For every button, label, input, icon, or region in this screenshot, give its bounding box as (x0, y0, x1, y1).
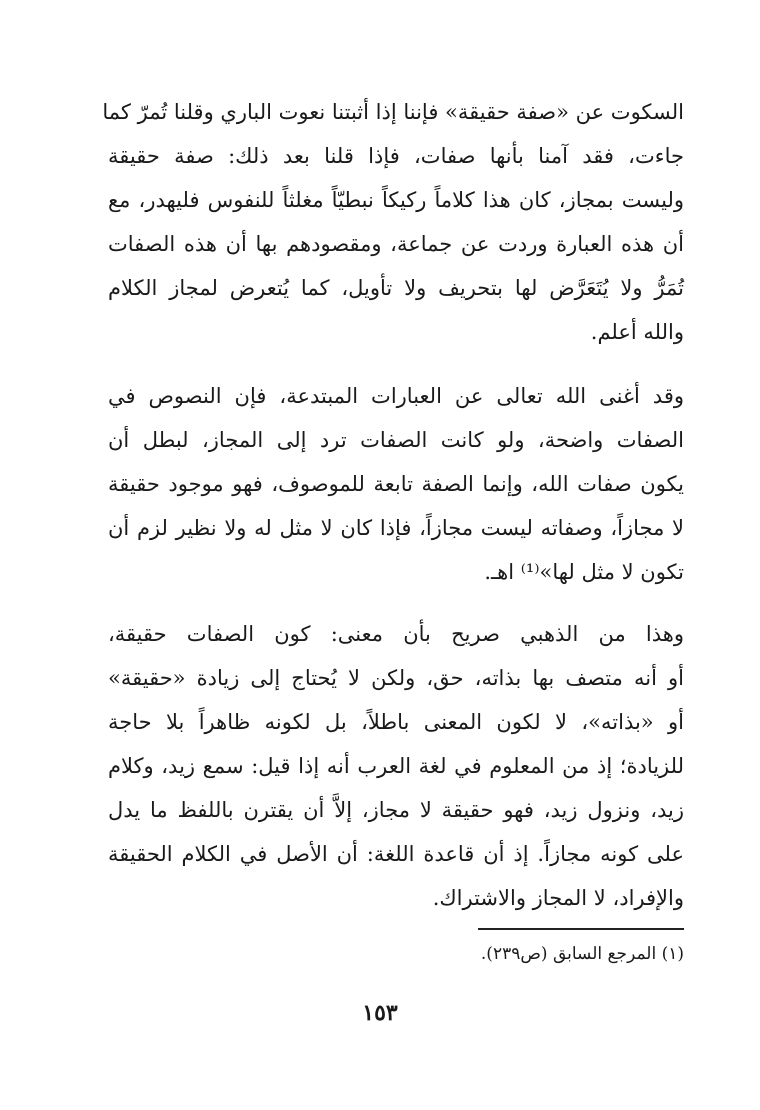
text-line: يكون صفات الله، وإنما الصفة تابعة للموصوف، فهو موجود حقيقة (108, 472, 684, 496)
text-line: أو «بذاته»، لا لكون المعنى باطلاً، بل لكونه ظاهراً بلا حاجة (108, 710, 684, 734)
text-line: وليست بمجاز، كان هذا كلاماً ركيكاً نبطيّاً مغلثاً للنفوس فليهدر، مع (108, 188, 684, 212)
paragraph-2 (108, 374, 684, 594)
footnote: (١) المرجع السابق (ص٢٣٩). (480, 944, 684, 964)
text-line: وقد أغنى الله تعالى عن العبارات المبتدعة، فإن النصوص في (108, 384, 684, 408)
paragraph-3 (108, 612, 684, 920)
text-line: السكوت عن «صفة حقيقة» فإننا إذا أثبتنا نعوت الباري وقلنا تُمرّ كما (102, 100, 684, 124)
text-line: زيد، ونزول زيد، فهو حقيقة لا مجاز، إلاَّ أن يقترن باللفظ ما يدل (108, 798, 684, 822)
text-line: تُمَرُّ ولا يُتَعَرَّض لها بتحريف ولا تأويل، كما يُتعرض لمجاز الكلام (108, 276, 684, 300)
text-line: أن هذه العبارة وردت عن جماعة، ومقصودهم بها أن هذه الصفات (108, 232, 684, 256)
text-line: الصفات واضحة، ولو كانت الصفات ترد إلى المجاز، لبطل أن (108, 428, 684, 452)
text-line: لا مجازاً، وصفاته ليست مجازاً، فإذا كان لا مثل له ولا نظير لزم أن (108, 516, 684, 540)
text-line: تكون لا مثل لها»⁽¹⁾ اهـ. (484, 560, 684, 584)
text-line: للزيادة؛ إذ من المعلوم في لغة العرب أنه إذا قيل: سمع زيد، وكلام (108, 754, 684, 778)
text-line: جاءت، فقد آمنا بأنها صفات، فإذا قلنا بعد ذلك: صفة حقيقة (108, 144, 684, 168)
text-line: والله أعلم. (590, 320, 684, 344)
paragraph-1 (102, 90, 684, 354)
text-line: على كونه مجازاً. إذ أن قاعدة اللغة: أن الأصل في الكلام الحقيقة (108, 842, 684, 866)
text-line: والإفراد، لا المجاز والاشتراك. (432, 886, 684, 910)
text-line: أو أنه متصف بها بذاته، حق، ولكن لا يُحتاج إلى زيادة «حقيقة» (108, 666, 684, 690)
text-line: وهذا من الذهبي صريح بأن معنى: كون الصفات حقيقة، (108, 622, 684, 646)
page-number: ١٥٣ (362, 1000, 398, 1026)
footnote-divider (478, 928, 684, 930)
